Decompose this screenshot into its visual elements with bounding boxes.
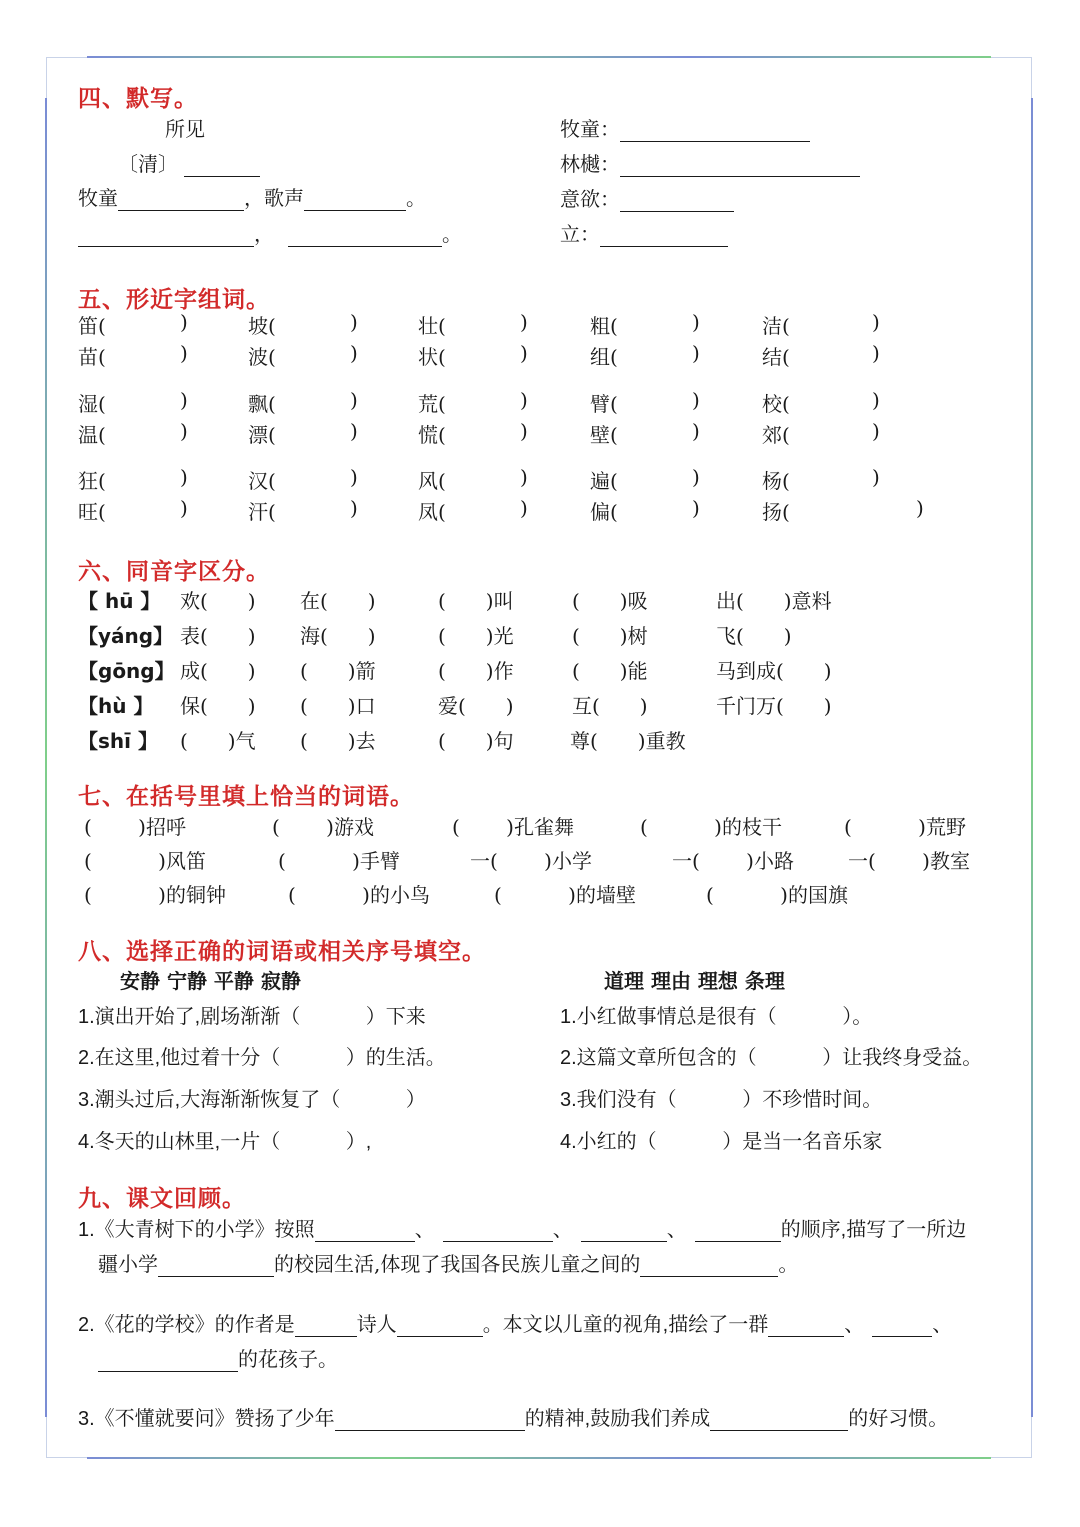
pinyin-tag: 【 hū 】 <box>78 589 161 613</box>
blank[interactable] <box>118 190 244 211</box>
similar-char-item: 组( <box>590 345 618 369</box>
choose-sentence[interactable]: 4.小红的（ ）是当一名音乐家 <box>560 1131 883 1153</box>
fill-word-item[interactable]: ( )的枝干 <box>640 815 782 839</box>
poem-line-2 <box>78 218 462 247</box>
fill-word-item[interactable]: ( )手臂 <box>278 849 400 873</box>
close-paren[interactable]: ) <box>872 465 880 489</box>
word-line <box>560 148 860 177</box>
homophone-item[interactable]: 千门万( ) <box>716 694 832 718</box>
similar-char-item: 壁( <box>590 423 618 447</box>
homophone-item[interactable]: ( )能 <box>572 659 648 683</box>
similar-char-item: 郊( <box>762 423 790 447</box>
section-7-title: 七、在括号里填上恰当的词语。 <box>78 784 414 810</box>
text: 林樾： <box>560 152 620 176</box>
text: 。 <box>778 1252 799 1276</box>
homophone-item[interactable]: ( )箭 <box>300 659 376 683</box>
homophone-item[interactable]: 表( ) <box>180 624 256 648</box>
review-q1-line1 <box>78 1213 966 1242</box>
text: 、 <box>932 1314 953 1336</box>
blank[interactable] <box>640 1256 778 1277</box>
text: 的花孩子。 <box>238 1347 338 1371</box>
homophone-item[interactable]: ( )叫 <box>438 589 514 613</box>
choose-sentence[interactable]: 2.这篇文章所包含的（ ）让我终身受益。 <box>560 1047 983 1069</box>
similar-char-item: 荒( <box>418 392 446 416</box>
text: 的校园生活,体现了我国各民族儿童之间的 <box>274 1252 641 1276</box>
similar-char-item: 壮( <box>418 314 446 338</box>
close-paren[interactable]: ) <box>180 419 188 443</box>
section-8-title: 八、选择正确的词语或相关序号填空。 <box>78 939 486 965</box>
text: 疆小学 <box>98 1252 158 1276</box>
similar-char-item: 笛( <box>78 314 106 338</box>
close-paren[interactable]: ) <box>350 465 358 489</box>
blank[interactable] <box>304 190 406 211</box>
homophone-item[interactable]: 成( ) <box>180 659 256 683</box>
similar-char-item: 结( <box>762 345 790 369</box>
close-paren[interactable]: ) <box>520 341 528 365</box>
close-paren[interactable]: ) <box>692 388 700 412</box>
right-word-options: 道理 理由 理想 条理 <box>604 969 785 993</box>
review-q2-line1 <box>78 1308 952 1337</box>
close-paren[interactable]: ) <box>872 419 880 443</box>
review-q3 <box>78 1402 948 1431</box>
similar-char-item: 校( <box>762 392 790 416</box>
choose-sentence[interactable]: 4.冬天的山林里,一片（ ）, <box>78 1131 372 1153</box>
pinyin-tag: 【shī 】 <box>78 729 158 753</box>
similar-char-item: 遍( <box>590 469 618 493</box>
blank[interactable] <box>295 1316 357 1337</box>
similar-char-item: 苗( <box>78 345 106 369</box>
blank[interactable] <box>288 226 442 247</box>
blank[interactable] <box>620 121 810 142</box>
fill-word-item[interactable]: 一( )小路 <box>672 849 794 873</box>
blank[interactable] <box>695 1221 781 1242</box>
word-line <box>560 113 810 142</box>
blank[interactable] <box>581 1221 667 1242</box>
blank[interactable] <box>620 156 860 177</box>
text: ， <box>254 222 274 246</box>
text: 3.《不懂就要问》赞扬了少年 <box>78 1408 335 1430</box>
close-paren[interactable]: ) <box>872 388 880 412</box>
similar-char-item: 杨( <box>762 469 790 493</box>
close-paren[interactable]: ) <box>692 310 700 334</box>
close-paren[interactable]: ) <box>520 419 528 443</box>
similar-char-item: 狂( <box>78 469 106 493</box>
blank[interactable] <box>872 1316 932 1337</box>
homophone-item[interactable]: 欢( ) <box>180 589 256 613</box>
homophone-item[interactable]: 互( ) <box>572 694 648 718</box>
section-5-title: 五、形近字组词。 <box>78 287 270 313</box>
blank[interactable] <box>768 1316 844 1337</box>
close-paren[interactable]: ) <box>350 388 358 412</box>
similar-char-item: 温( <box>78 423 106 447</box>
text: 牧童： <box>560 117 620 141</box>
poem-author-line <box>118 148 260 177</box>
fill-word-item[interactable]: ( )的铜钟 <box>84 883 226 907</box>
similar-char-item: 坡( <box>248 314 276 338</box>
close-paren[interactable]: ) <box>520 465 528 489</box>
close-paren[interactable]: ) <box>180 310 188 334</box>
text: ，歌声 <box>244 186 304 210</box>
fill-word-item[interactable]: ( )的国旗 <box>706 883 848 907</box>
word-line <box>560 218 728 247</box>
word-line <box>560 183 734 212</box>
pinyin-tag: 【gōng】 <box>78 659 175 683</box>
text: 。本文以儿童的视角,描绘了一群 <box>482 1314 769 1336</box>
close-paren[interactable]: ) <box>520 310 528 334</box>
close-paren[interactable]: ) <box>872 341 880 365</box>
similar-char-item: 洁( <box>762 314 790 338</box>
close-paren[interactable]: ) <box>180 496 188 520</box>
similar-char-item: 飘( <box>248 392 276 416</box>
text: 1.《大青树下的小学》按照 <box>78 1219 315 1241</box>
text: 、 <box>844 1314 865 1336</box>
close-paren[interactable]: ) <box>692 341 700 365</box>
blank[interactable] <box>600 226 728 247</box>
similar-char-item: 扬( <box>762 500 790 524</box>
homophone-item[interactable]: 马到成( ) <box>716 659 832 683</box>
close-paren[interactable]: ) <box>520 388 528 412</box>
choose-sentence[interactable]: 2.在这里,他过着十分（ ）的生活。 <box>78 1047 446 1069</box>
similar-char-item: 偏( <box>590 500 618 524</box>
close-paren[interactable]: ) <box>350 310 358 334</box>
text: 、 <box>666 1219 687 1241</box>
similar-char-item: 状( <box>418 345 446 369</box>
homophone-item[interactable]: ( )气 <box>180 729 256 753</box>
homophone-item[interactable]: ( )口 <box>300 694 376 718</box>
text: 、 <box>414 1219 435 1241</box>
fill-word-item[interactable]: ( )荒野 <box>844 815 966 839</box>
similar-char-item: 波( <box>248 345 276 369</box>
close-paren[interactable]: ) <box>692 496 700 520</box>
text: 立： <box>560 222 600 246</box>
blank[interactable] <box>184 156 260 177</box>
similar-char-item: 汗( <box>248 500 276 524</box>
homophone-item[interactable]: 保( ) <box>180 694 256 718</box>
similar-char-item: 湿( <box>78 392 106 416</box>
fill-word-item[interactable]: 一( )教室 <box>848 849 970 873</box>
blank[interactable] <box>443 1221 553 1242</box>
text: 的精神,鼓励我们养成 <box>524 1408 711 1430</box>
homophone-item[interactable]: 飞( ) <box>716 624 792 648</box>
text: 意欲： <box>560 187 620 211</box>
close-paren[interactable]: ) <box>180 465 188 489</box>
pinyin-tag: 【hù 】 <box>78 694 154 718</box>
section-6-title: 六、同音字区分。 <box>78 559 270 585</box>
choose-sentence[interactable]: 1.演出开始了,剧场渐渐（ ）下来 <box>78 1006 426 1028</box>
close-paren[interactable]: ) <box>180 341 188 365</box>
blank[interactable] <box>710 1410 848 1431</box>
homophone-item[interactable]: ( )句 <box>438 729 514 753</box>
blank[interactable] <box>158 1256 274 1277</box>
fill-word-item[interactable]: ( )孔雀舞 <box>452 815 574 839</box>
similar-char-item: 风( <box>418 469 446 493</box>
pinyin-tag: 【yáng】 <box>78 624 174 648</box>
blank[interactable] <box>620 191 734 212</box>
text: 。 <box>442 222 462 246</box>
fill-word-item[interactable]: ( )的墙壁 <box>494 883 636 907</box>
homophone-item[interactable]: 在( ) <box>300 589 376 613</box>
blank[interactable] <box>98 1351 238 1372</box>
homophone-item[interactable]: 出( )意料 <box>716 589 832 613</box>
close-paren[interactable]: ) <box>350 341 358 365</box>
similar-char-item: 凤( <box>418 500 446 524</box>
review-q1-line2 <box>98 1248 798 1277</box>
close-paren[interactable]: ) <box>520 496 528 520</box>
close-paren[interactable]: ) <box>692 419 700 443</box>
text: 、 <box>552 1219 573 1241</box>
homophone-item[interactable]: 尊( )重教 <box>570 729 686 753</box>
similar-char-item: 旺( <box>78 500 106 524</box>
close-paren[interactable]: ) <box>872 310 880 334</box>
section-9-title: 九、课文回顾。 <box>78 1186 246 1212</box>
close-paren[interactable]: ) <box>350 496 358 520</box>
review-q2-line2 <box>98 1343 338 1372</box>
similar-char-item: 粗( <box>590 314 618 338</box>
blank[interactable] <box>78 226 254 247</box>
similar-char-item: 慌( <box>418 423 446 447</box>
text: 牧童 <box>78 186 118 210</box>
poem-line-1 <box>78 182 426 211</box>
close-paren[interactable]: ) <box>180 388 188 412</box>
homophone-item[interactable]: ( )吸 <box>572 589 648 613</box>
fill-word-item[interactable]: ( )招呼 <box>84 815 186 839</box>
choose-sentence[interactable]: 3.我们没有（ ）不珍惜时间。 <box>560 1089 883 1111</box>
similar-char-item: 臂( <box>590 392 618 416</box>
close-paren[interactable]: ) <box>916 496 924 520</box>
homophone-item[interactable]: ( )作 <box>438 659 514 683</box>
homophone-item[interactable]: 海( ) <box>300 624 376 648</box>
close-paren[interactable]: ) <box>350 419 358 443</box>
homophone-item[interactable]: ( )光 <box>438 624 514 648</box>
similar-char-item: 汉( <box>248 469 276 493</box>
left-word-options: 安静 宁静 平静 寂静 <box>120 969 301 993</box>
text: 的好习惯。 <box>848 1408 949 1430</box>
fill-word-item[interactable]: 一( )小学 <box>470 849 592 873</box>
text: 的顺序,描写了一所边 <box>780 1219 967 1241</box>
homophone-item[interactable]: ( )去 <box>300 729 376 753</box>
homophone-item[interactable]: 爱( ) <box>438 694 514 718</box>
close-paren[interactable]: ) <box>692 465 700 489</box>
section-4-title: 四、默写。 <box>78 86 198 112</box>
text: 2.《花的学校》的作者是 <box>78 1314 295 1336</box>
choose-sentence[interactable]: 3.潮头过后,大海渐渐恢复了（ ） <box>78 1089 426 1111</box>
fill-word-item[interactable]: ( )游戏 <box>272 815 374 839</box>
blank[interactable] <box>397 1316 483 1337</box>
choose-sentence[interactable]: 1.小红做事情总是很有（ ）。 <box>560 1006 873 1028</box>
homophone-item[interactable]: ( )树 <box>572 624 648 648</box>
text: 诗人 <box>356 1314 397 1336</box>
blank[interactable] <box>315 1221 415 1242</box>
text: 。 <box>406 186 426 210</box>
blank[interactable] <box>335 1410 525 1431</box>
poem-author: 〔清〕 <box>118 152 178 176</box>
fill-word-item[interactable]: ( )的小鸟 <box>288 883 430 907</box>
fill-word-item[interactable]: ( )风笛 <box>84 849 206 873</box>
poem-title: 所见 <box>165 117 205 141</box>
similar-char-item: 漂( <box>248 423 276 447</box>
